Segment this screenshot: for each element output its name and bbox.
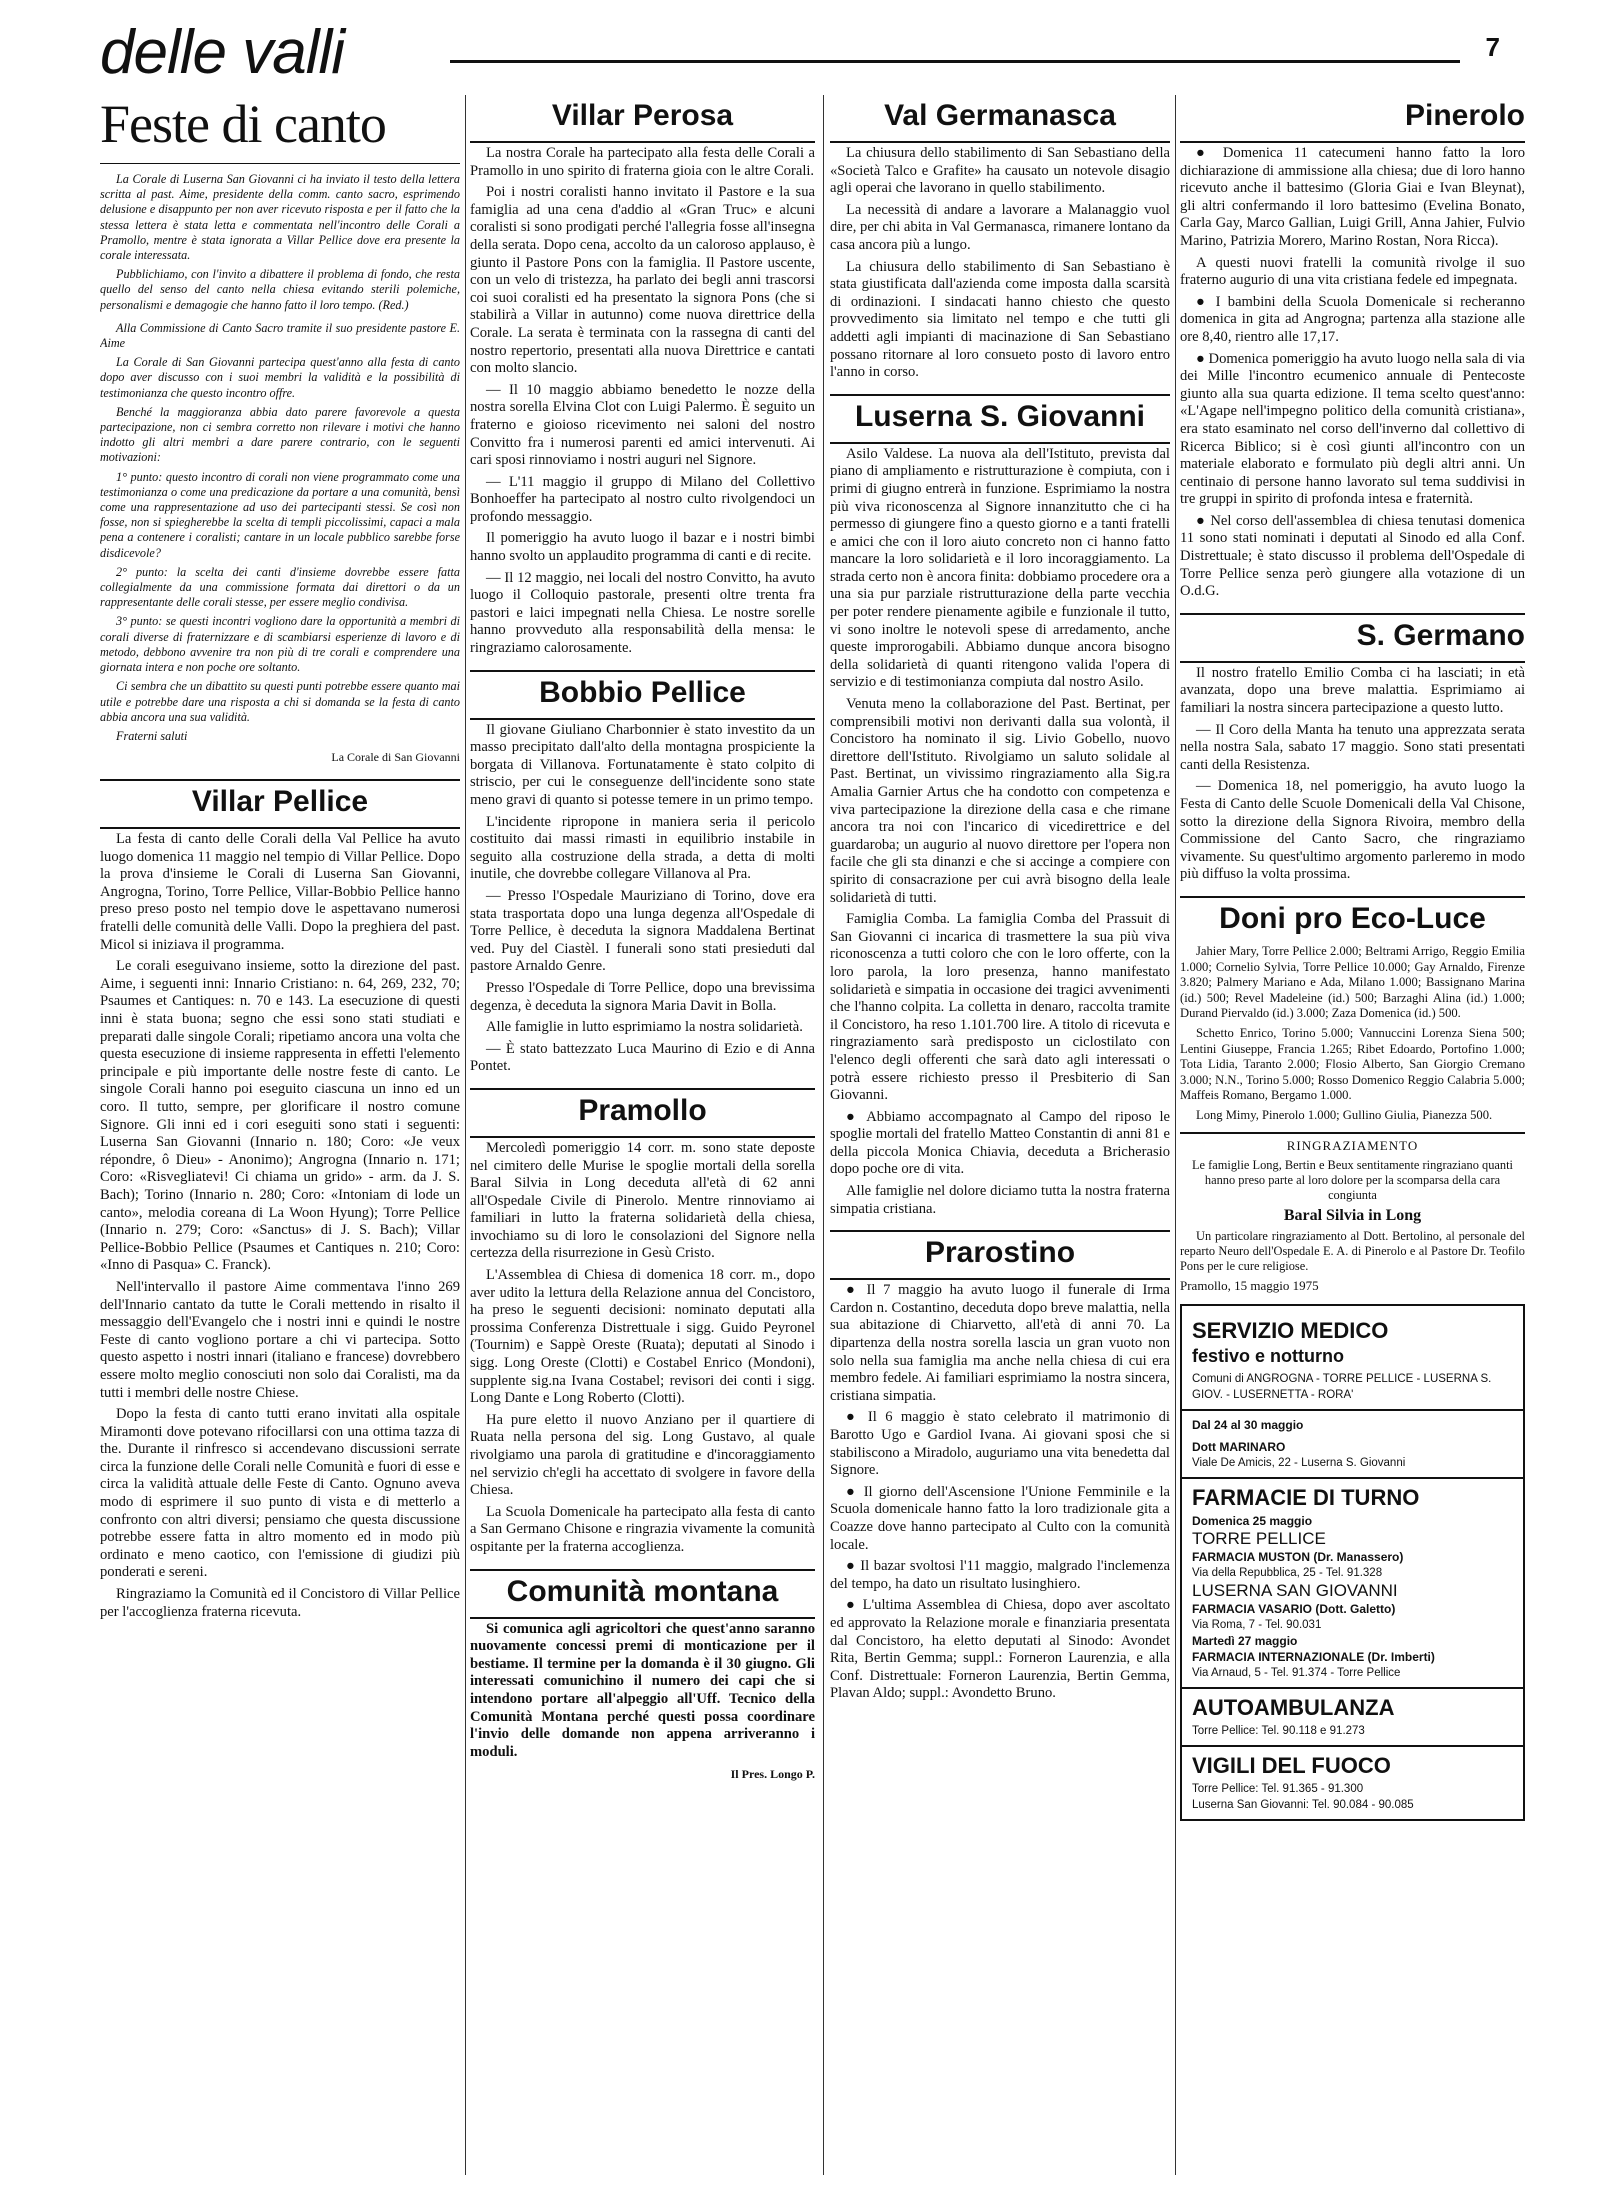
paragraph: La festa di canto delle Corali della Val Pellice ha avuto luogo domenica 11 maggio nel tempio di Villar Pellice. Dopo la prova d'insieme le Corali di Luserna San Giovanni, Angrogna, Torino, Torre Pellice, Villar-Bobbio Pellice hanno preso preso posto nel tempio dove le aspettavano numerosi fratelli delle comunità delle Valli. Dopo la preghiera del past. Micol si iniziava il programma. xyxy=(100,831,460,953)
paragraph: ● I bambini della Scuola Domenicale si recheranno domenica in gita ad Angrogna; partenza alla stazione alle ore 8,40, rientro alle 17,17. xyxy=(1180,293,1525,345)
paragraph: La necessità di andare a lavorare a Malanaggio vuol dire, per chi abita in Val Germanasca, rimanere lontano da casa ancora più a lungo. xyxy=(830,201,1170,253)
paragraph: — Il 10 maggio abbiamo benedetto le nozze della nostra sorella Elvina Clot con Luigi Palermo. È seguito un fraterno e gioioso ricevimento nei saloni del nostro Convitto fra i numerosi parenti ed amici intervenuti. Ai cari sposi rinnoviamo i nostri auguri nel Signore. xyxy=(470,381,815,469)
paragraph: Il pomeriggio ha avuto luogo il bazar e i nostri bimbi hanno svolto un applaudito programma di canti e di recite. xyxy=(470,530,815,565)
farmacia-2: FARMACIA VASARIO (Dott. Galetto) xyxy=(1192,1601,1396,1616)
paragraph: La Corale di Luserna San Giovanni ci ha inviato il testo della lettera scritta al past. Aime, presidente della comm. canto sacro, esprimendo delusione e disappunto per non aver ricevuto risposta e per il fatto che la stessa lettera è stata letta e commentata nell'incontro delle Corali a Pramollo, mentre è stata ignorata a Villar Pellice dove era presente la corale interessata. xyxy=(100,172,460,263)
paragraph: — Domenica 18, nel pomeriggio, ha avuto luogo la Festa di Canto delle Scuole Domenicali della Val Chisone, sotto la direzione della Signora Rivoira, membro della Commissione del Canto Sacro, che ringraziamo vivamente. Su quest'ultimo argomento parleremo in modo più diffuso la volta prossima. xyxy=(1180,778,1525,883)
divider xyxy=(1180,661,1525,663)
farmacie-town-1: TORRE PELLICE xyxy=(1192,1528,1326,1548)
divider xyxy=(830,442,1170,444)
paragraph: ● Abbiamo accompagnato al Campo del riposo le spoglie mortali del fratello Matteo Constantin di anni 81 e della piccola Monica Chiavia, deceduta a Bricherasio dopo poche ore di vita. xyxy=(830,1108,1170,1178)
column-2 xyxy=(470,95,815,2175)
paragraph: La chiusura dello stabilimento di San Sebastiano della «Società Talco e Grafite» ha causato un notevole disagio agli operai che lavorano in quello stabilimento. xyxy=(830,145,1170,197)
paragraph: La Corale di San Giovanni partecipa quest'anno alla festa di canto dopo aver discusso con i suoi membri la validità e la possibilità di testimonianza che questo incontro offre. xyxy=(100,355,460,400)
paragraph: Mercoledì pomeriggio 14 corr. m. sono state deposte nel cimitero delle Murise le spoglie mortali della sorella Baral Silvia in Long deceduta all'età di 62 anni all'Ospedale Civile di Pinerolo. Mentre rinnoviamo ai familiari in lutto la fraterna solidarietà della chiesa, invochiamo su di loro le consolazioni del Signore nella certezza della risurrezione in Gesù Cristo. xyxy=(470,1139,815,1262)
paragraph: Nell'intervallo il pastore Aime commentava l'inno 269 dell'Innario cantato da tutte le Corali mettendo in risalto il messaggio dell'Evangelo che i nostri inni e quindi le nostre Feste di canto vogliono portare a chi vi partecipa. Sotto questo aspetto i nostri innari (italiano e francese) dovrebbero essere molto meglio conosciuti non solo dai Coralisti, ma da tutti i membri delle nostre Chiese. xyxy=(100,1278,460,1401)
heading-doni-pro-eco-luce: Doni pro Eco-Luce xyxy=(1219,901,1486,935)
paragraph: Long Mimy, Pinerolo 1.000; Gullino Giulia, Pianezza 500. xyxy=(1196,1107,1493,1122)
headline-feste-di-canto: Feste di canto xyxy=(100,95,386,154)
heading-val-germanasca: Val Germanasca xyxy=(884,99,1116,132)
paragraph: Ringraziamo la Comunità ed il Concistoro di Villar Pellice per l'accoglienza fraterna ricevuta. xyxy=(100,1586,460,1620)
paragraph: La nostra Corale ha partecipato alla festa delle Corali a Pramollo in uno spirito di fraterna gioia con le altre Corali. xyxy=(470,145,815,179)
page-number: 7 xyxy=(1485,32,1500,62)
farmacie-town-2: LUSERNA SAN GIOVANNI xyxy=(1192,1580,1398,1600)
paragraph: Un particolare ringraziamento al Dott. Bertolino, al personale del reparto Neuro dell'Ospedale E. A. di Pinerolo e al Pastore Dr. Teofilo Pons per le cure religiose. xyxy=(1180,1228,1525,1273)
divider xyxy=(830,394,1170,396)
paragraph: Pubblichiamo, con l'invito a dibattere il problema di fondo, che resta quello del senso del canto nella chiesa evitando sterili polemiche, personalismi e demagogie che hanno fatto il loro tempo. (Red.) xyxy=(100,267,460,312)
farmacia-3: FARMACIA INTERNAZIONALE (Dr. Imberti) xyxy=(1192,1649,1435,1664)
ringraziamento-name: Baral Silvia in Long xyxy=(1283,1206,1422,1224)
column-1 xyxy=(100,95,460,2175)
paragraph: Poi i nostri coralisti hanno invitato il Pastore e la sua famiglia ad una cena d'addio al «Gran Truc» e alcuni coralisti si sono prodigati perché l'allegria fosse all'insegna della serata. Dopo cena, accolto da un caloroso applauso, è giunto il Pastore Pons con la famiglia. Il Pastore uscente, con un velo di tristezza, ha parlato dei begli anni trascorsi coi suoi coralisti ed ha presentato la signora Pons (che si stabilirà a Villar in autunno) come nuova direttrice della Corale. La serata è terminata con la rassegna di canti del nostro repertorio, presentati alla nuova Direttrice e cantati con molto slancio. xyxy=(470,184,815,377)
paragraph: Schetto Enrico, Torino 5.000; Vannuccini Lorenza Siena 500; Lentini Giuseppe, Francia 1.265; Ribet Edoardo, Portofino 1.000; Tota Lidia, Taranto 2.000; Flosio Alberto, San Giorgio Cremano 3.000; N.N., Torino 5.000; Rosso Domenico Reggio Calabria 5.000; Maffeis Romano, Bergamo 1.000. xyxy=(1180,1025,1525,1103)
heading-villar-pellice: Villar Pellice xyxy=(191,785,369,819)
divider xyxy=(830,1278,1170,1280)
paragraph: Il nostro fratello Emilio Comba ci ha lasciati; in età avanzata, dopo una breve malattia. Esprimiamo ai familiari la nostra sincera partecipazione a questo lutto. xyxy=(1180,664,1525,717)
paragraph: ● Nel corso dell'assemblea di chiesa tenutasi domenica 11 sono stati nominati i deputati al Sinodo ed alla Conf. Distrettuale; è stato discusso il problema dell'Ospedale di Torre Pellice senza però giungere alla votazione di un O.d.G. xyxy=(1180,512,1525,600)
divider xyxy=(470,1136,815,1138)
heading-comunita-montana: Comunità montana xyxy=(506,1574,779,1608)
vigili-phones-1: Torre Pellice: Tel. 91.365 - 91.300 xyxy=(1192,1782,1364,1795)
heading-villar-perosa: Villar Perosa xyxy=(551,99,734,132)
heading-s-germano: S. Germano xyxy=(1356,618,1525,652)
divider xyxy=(100,827,460,829)
prarostino-article xyxy=(830,1282,1170,1703)
letter-section xyxy=(100,321,460,744)
paragraph: 3° punto: se questi incontri vogliono dare la opportunità a membri di corali diverse di fraternizzare e di scambiarsi esperienze di lavoro e di metodo, debbono avvenire tra non più di tre corali e comprendere una giornata intera e non poche ore soltanto. xyxy=(100,614,460,675)
divider xyxy=(470,1088,815,1090)
paragraph: Alle famiglie in lutto esprimiamo la nostra solidarietà. xyxy=(486,1019,803,1036)
heading-pramollo: Pramollo xyxy=(578,1093,707,1127)
autoambulanza-heading: AUTOAMBULANZA xyxy=(1192,1694,1395,1720)
divider xyxy=(1180,141,1525,143)
column-4 xyxy=(1180,95,1525,2175)
val-germanasca-article xyxy=(830,145,1170,382)
paragraph: — Il Coro della Manta ha tenuto una apprezzata serata nella nostra Sala, sabato 17 maggio. Sono stati presentati canti della Resistenza. xyxy=(1180,721,1525,773)
divider xyxy=(1180,896,1525,898)
paragraph: Benché la maggioranza abbia dato parere favorevole a questa partecipazione, non ci sembra corretto non rilevare i motivi che hanno indotto gli altri membri a dare parere contrario, con le seguenti motivazioni: xyxy=(100,404,460,465)
paragraph: Alle famiglie nel dolore diciamo tutta la nostra fraterna simpatia cristiana. xyxy=(830,1183,1170,1217)
doni-list xyxy=(1180,944,1525,1124)
ringraziamento-heading: RINGRAZIAMENTO xyxy=(1286,1137,1419,1153)
paragraph: ● Il giorno dell'Ascensione l'Unione Femminile e la Scuola domenicale hanno fatto la loro tradizionale gita a Coazze dove hanno partecipato al Culto con la comunità locale. xyxy=(830,1483,1170,1553)
farmacia-1: FARMACIA MUSTON (Dr. Manassero) xyxy=(1192,1549,1404,1564)
divider xyxy=(1182,1687,1523,1689)
paragraph: L'Assemblea di Chiesa di domenica 18 corr. m., dopo aver udito la lettura della Relazione annua del Concistoro, ha preso le seguenti decisioni: nominato deputati alla prossima Conferenza Distrettuale i sigg. Guido Peyronel (Tournim) e Sappè Oreste (Ruata); deputati al Sinodo i sigg. Long Oreste (Clotti) e Costabel Enrico (Mondoni), supplente sig.na Ivana Costabel; revisori dei conti i sigg. Long Dante e Long Roberto (Clotti). xyxy=(470,1267,815,1407)
farmacie-heading: FARMACIE DI TURNO xyxy=(1192,1484,1420,1510)
column-3 xyxy=(830,95,1170,2175)
divider xyxy=(1180,613,1525,615)
divider xyxy=(1182,1745,1523,1747)
villar-pellice-article xyxy=(100,831,460,1621)
paragraph: Alla Commissione di Canto Sacro tramite il suo presidente pastore E. Aime xyxy=(100,320,460,351)
paragraph: Ha pure eletto il nuovo Anziano per il quartiere di Ruata nella persona del sig. Long Gustavo, al quale rivolgiamo una parola di gratitudine e d'incoraggiamento nel servizio ch'egli ha accettato di svolgere in favore della Chiesa. xyxy=(470,1411,815,1499)
ringraziamento-date: Pramollo, 15 maggio 1975 xyxy=(1180,1277,1319,1293)
servizio-doctor: Dott MARINARO xyxy=(1192,1439,1286,1454)
masthead xyxy=(100,18,1500,88)
divider xyxy=(100,779,460,781)
column-divider xyxy=(823,95,824,2175)
bobbio-pellice-article xyxy=(470,722,815,1076)
paragraph: — L'11 maggio il gruppo di Milano del Collettivo Bonhoeffer ha partecipato al nostro culto rivolgendoci un profondo messaggio. xyxy=(470,473,815,525)
paragraph: — Presso l'Ospedale Mauriziano di Torino, dove era stata trasportata dopo una lunga degenza all'Ospedale di Torre Pellice, è deceduta la signora Maddalena Bertinat ved. Puy del Ciastèl. I funerali sono stati presieduti dal pastore Arnaldo Genre. xyxy=(470,887,815,975)
divider xyxy=(100,163,460,164)
paragraph: ● Il bazar svoltosi l'11 maggio, malgrado l'inclemenza del tempo, ha dato un risultato lusinghiero. xyxy=(830,1558,1170,1592)
divider xyxy=(470,670,815,672)
paragraph: ● Il 7 maggio ha avuto luogo il funerale di Irma Cardon n. Costantino, deceduta dopo breve malattia, nella sua abitazione di Chiarvetto, all'età di anni 70. La dipartenza della nostra sorella lascia un gran vuoto non solo nella sua famiglia ma anche nella chiesa di cui era membro fedele. Ai familiari esprimiamo la nostra sincera, cristiana simpatia. xyxy=(830,1282,1170,1404)
paragraph: Fraterni saluti xyxy=(116,728,188,743)
paragraph: ● Domenica 11 catecumeni hanno fatto la loro dichiarazione di ammissione alla chiesa; due di loro hanno ricevuto anche il battesimo (Gloria Giai e Ivan Bleynat), gli altri confermando il loro battesimo (Evelina Bonato, Carla Gay, Marco Gallian, Luigi Grill, Anna Jahier, Fulvio Marino, Patrizia Morero, Marino Rostan, Nora Ricca). xyxy=(1180,145,1525,249)
farmacia-3-address: Via Arnaud, 5 - Tel. 91.374 - Torre Pellice xyxy=(1192,1666,1401,1679)
vigili-phones-2: Luserna San Giovanni: Tel. 90.084 - 90.085 xyxy=(1192,1798,1414,1811)
paragraph: — È stato battezzato Luca Maurino di Ezio e di Anna Pontet. xyxy=(470,1040,815,1075)
paragraph: Asilo Valdese. La nuova ala dell'Istituto, prevista dal piano di ampliamento e ristrutturazione è compiuta, con i primi di giugno entrerà in funzione. Esprimiamo la nostra più viva riconoscenza al Signore innanzitutto che ci ha permesso di giungere fino a questo giorno e a tanti fratelli e amici che con il loro aiuto concreto non ci hanno fatto mancare la loro solidarietà e il loro incoraggiamento. La strada certo non è ancora finita: dobbiamo procedere ora a una sia pur parziale ristrutturazione della parte vecchia per poter rendere pienamente agibile e funzionale il tutto, vi sono inoltre le notevoli spese di arredamento, anche queste improrogabili. Abbiamo dunque ancora bisogno della solidarietà di quanti ritengono valida l'opera di servizio e di testimonianza compiuta dal nostro Asilo. xyxy=(830,445,1170,691)
heading-pinerolo: Pinerolo xyxy=(1404,99,1525,132)
column-divider xyxy=(465,95,466,2175)
luserna-article xyxy=(830,446,1170,1219)
paragraph: Le corali eseguivano insieme, sotto la direzione del past. Aime, i seguenti inni: Innario Cristiano: n. 64, 269, 232, 70; Psaumes et Cantiques: n. 70 e 143. La esecuzione di questi inni è stata buona; segno che essi sono stati studiati e preparati dalle singole Corali; ripetiamo ancora una volta che questa esecuzione di insieme rappresenta in effetti l'elemento principale e più importante delle nostre feste di canto. Le singole Corali hanno poi eseguito ciascuna un inno ed un coro. Il tutto, sempre, per glorificare il nostro comune Signore. Gli inni ed i cori eseguiti sono stati i seguenti: Luserna San Giovanni (Innario n. 180; Coro: «Je veux répondre, ô Dieu» - Anonimo); Angrogna (Innario n. 171; Coro: «Risvegliatevi! Ci chiama un grido» - arm. da J. S. Bach); Torino (Innario n. 280; Coro: «Intoniam di lode un canto», melodia coreana di La Woon Hyung); Torre Pellice (Innario n. 279; Coro: «Sanctus» di J. S. Bach); Villar Pellice-Bobbio Pellice (Psaumes et Cantiques n. 210; Coro: «Inno di Pasqua» C. Franck). xyxy=(100,958,460,1274)
divider xyxy=(1180,1132,1525,1134)
intro-section xyxy=(100,172,460,313)
divider xyxy=(1182,1477,1523,1479)
servizio-medico-heading: SERVIZIO MEDICO xyxy=(1192,1317,1389,1343)
servizio-box xyxy=(1180,1304,1525,1821)
paragraph: 2° punto: la scelta dei canti d'insieme dovrebbe essere fatta collegialmente da una commissione formata dai direttori o da un rappresentante delle corali stesse, per essere meglio condivisa. xyxy=(100,564,460,610)
farmacie-date-2: Martedì 27 maggio xyxy=(1192,1633,1298,1648)
divider xyxy=(830,141,1170,143)
pramollo-article xyxy=(470,1140,815,1557)
farmacie-date-1: Domenica 25 maggio xyxy=(1192,1513,1313,1528)
divider xyxy=(830,1230,1170,1232)
column-divider xyxy=(1175,95,1176,2175)
pinerolo-article xyxy=(1180,145,1525,601)
paragraph: Jahier Mary, Torre Pellice 2.000; Beltrami Arrigo, Reggio Emilia 1.000; Cornelio Sylvia, Torre Pellice 10.000; Gay Arnaldo, Firenze 3.820; Palmery Mariano e Ada, Milano 1.000; Bassignano Marina (id.) 500; Revel Madeleine (id.) 500; Barzaghi Alina (id.) 1.000; Durand Piervaldo (id.) 3.000; Zaza Domenica (id.) 500. xyxy=(1180,943,1525,1021)
heading-bobbio-pellice: Bobbio Pellice xyxy=(539,675,746,709)
paragraph: 1° punto: questo incontro di corali non viene programmato come una testimonianza o come una predicazione da portare a una comunità, bensì come una rappresentazione ad uso dei partecipanti stessi. Se così non fosse, non si spiegherebbe la scelta di templi piccolissimi, capaci a mala pena a contenere i coralisti; cantare in un locale pubblico sarebbe forse disdicevole? xyxy=(100,469,460,560)
paragraph: — Il 12 maggio, nei locali del nostro Convitto, ha avuto luogo il Colloquio pastorale, presenti oltre trenta fra pastori e laici impegnati nella Chiesa. Le nostre sorelle hanno provveduto alla responsabilità della mensa: le ringraziamo calorosamente. xyxy=(470,569,815,657)
servizio-dates: Dal 24 al 30 maggio xyxy=(1192,1417,1304,1432)
autoambulanza-phones: Torre Pellice: Tel. 90.118 e 91.273 xyxy=(1192,1724,1365,1737)
paragraph: L'incidente ripropone in maniera seria il pericolo costituito dai massi rimasti in equilibrio instabile in seguito alla costruzione della strada, a detta di molti inutile, che dovrebbe collegare Villanova al Pra. xyxy=(470,813,815,883)
farmacia-2-address: Via Roma, 7 - Tel. 90.031 xyxy=(1192,1618,1322,1631)
paragraph: Le famiglie Long, Bertin e Beux sentitamente ringraziano quanti hanno preso parte al loro dolore per la scomparsa della cara congiunta xyxy=(1191,1157,1514,1202)
comunita-montana-article xyxy=(470,1621,815,1783)
vigili-heading: VIGILI DEL FUOCO xyxy=(1192,1752,1391,1778)
servizio-doctor-address: Viale De Amicis, 22 - Luserna S. Giovanni xyxy=(1192,1456,1406,1469)
paragraph: La Scuola Domenicale ha partecipato alla festa di canto a San Germano Chisone e ringrazia vivamente la comunità ospitante per la fraterna accoglienza. xyxy=(470,1503,815,1555)
paragraph: Si comunica agli agricoltori che quest'anno saranno nuovamente concessi premi di monticazione per il bestiame. Il termine per la domanda è il 30 giugno. Gli interessati comunichino il numero dei capi che si intendono portare all'alpeggio all'Uff. Tecnico della Comunità Montana perché questi possa coordinare l'invio delle domande non appena arriveranno i moduli. xyxy=(470,1620,815,1760)
divider xyxy=(470,718,815,720)
letter-signature: La Corale di San Giovanni xyxy=(331,750,460,765)
farmacia-1-address: Via della Repubblica, 25 - Tel. 91.328 xyxy=(1192,1566,1383,1579)
paragraph: Venuta meno la collaborazione del Past. Bertinat, per comprensibili motivi non derivanti dalla sua volontà, il Concistoro ha nominato il sig. Livio Gobello, nuovo direttore dell'Istituto. Rivolgiamo un saluto solidale al Past. Bertinat, un vivissimo ringraziamento alla Sig.ra Amalia Garnier Artus che ha condotto con competenza e viva partecipazione la direzione della casa e che rimane ancora tra noi con l'incarico di vicedirettrice e del guardaroba; un augurio al nuovo direttore per l'opera non facile che gli sta dinanzi e che si accinge a compiere con spirito di consacrazione per cui avrà bisogno della leale solidarietà di tutti. xyxy=(830,696,1170,906)
divider xyxy=(1182,1409,1523,1411)
heading-prarostino: Prarostino xyxy=(924,1236,1076,1270)
paragraph: Ci sembra che un dibattito su questi punti potrebbe essere quanto mai utile e potrebbe dare una risposta a chi si domanda se la festa di canto abbia ancora una sua validità. xyxy=(100,679,460,724)
divider xyxy=(470,141,815,143)
divider xyxy=(470,1569,815,1571)
paragraph: Famiglia Comba. La famiglia Comba del Prassuit di San Giovanni ci incarica di trasmettere la sua più viva riconoscenza a tutti coloro che con le loro offerte, con la loro parola, la loro presenza, hanno manifestato solidarietà e simpatia in occasione dei tragici avvenimenti che l'hanno colpita. La colletta in denaro, raccolta tramite il Concistoro, ha reso 1.101.700 lire. A titolo di ricevuta e ringraziamento sarà predisposto un ciclostilato con l'elenco degli offerenti che sarà dato agli interessati o potrà essere richiesto presso il Presbiterio di San Giovanni. xyxy=(830,911,1170,1104)
servizio-area: Comuni di ANGROGNA - TORRE PELLICE - LUSERNA S. GIOV. - LUSERNETTA - RORA' xyxy=(1192,1372,1492,1401)
paragraph: ● L'ultima Assemblea di Chiesa, dopo aver ascoltato ed approvato la Relazione morale e finanziaria presentata dal Concistoro, ha eletto deputati al Sinodo: Avondet Rita, Bertin Gemma; suppl.: Forneron Laurenzia, e alla Conf. Distrettuale: Forneron Laurenzia, Bertin Gemma, Plavan Aldo; suppl.: Avondetto Bruno. xyxy=(830,1597,1170,1702)
s-germano-article xyxy=(1180,665,1525,884)
paragraph: Presso l'Ospedale di Torre Pellice, dopo una brevissima degenza, è deceduta la signora Maria Davit in Bolla. xyxy=(470,979,815,1014)
paragraph: Il giovane Giuliano Charbonnier è stato investito da un masso precipitato dall'alto della montagna prospiciente la borgata di Villanova. Fortunatamente è stato colpito di striscio, per cui le conseguenze dell'incidente sono state meno gravi di quanto si potesse temere in un primo tempo. xyxy=(470,721,815,808)
masthead-title: delle valli xyxy=(100,18,345,87)
paragraph: Dopo la festa di canto tutti erano invitati alla ospitale Miramonti dove potevano rifocillarsi con una ottima tazza di the. Durante il rinfresco si accendevano discussioni serrate circa la funzione delle Corali nelle Comunità e fuori di esse e circa la validità attuale delle Feste di Canto. Ognuno aveva modo di esprimere il suo punto di vista e di metterlo a confronto con altri diversi; pensiamo che questa discussione potrebbe essere fatta in altro momento ed in modo più ordinato e meno caotico, con l'emissione di giudizi più ponderati e sereni. xyxy=(100,1406,460,1581)
divider xyxy=(470,1617,815,1619)
paragraph: A questi nuovi fratelli la comunità rivolge il suo fraterno augurio di una vita cristiana fedele ed impegnata. xyxy=(1180,254,1525,289)
article-signature: Il Pres. Longo P. xyxy=(730,1767,815,1782)
heading-luserna-s-giovanni: Luserna S. Giovanni xyxy=(854,399,1146,433)
paragraph: La chiusura dello stabilimento di San Sebastiano è stata giustificata dall'azienda come imposta dalla scarsità di ordinazioni. I sindacati hanno chiesto che questo provvedimento sia limitato nel tempo e che tutti gli addetti agli impianti di macinazione di San Sebastiano possano ritornare al loro consueto posto di lavoro entro l'anno in corso. xyxy=(830,258,1170,381)
paragraph: ● Il 6 maggio è stato celebrato il matrimonio di Barotto Ugo e Gardiol Ivana. Ai giovani sposi che si stabiliscono a Miradolo, auguriamo una vita benedetta dal Signore. xyxy=(830,1409,1170,1479)
masthead-rule xyxy=(450,60,1460,63)
paragraph: ● Domenica pomeriggio ha avuto luogo nella sala di via dei Mille l'incontro ecumenico annuale di Pentecoste giunto alla sua quarta edizione. Il tema scelto quest'anno: «L'Agape nell'impegno politico della comunità cristiana», era stato esaminato nel corso dell'inverno dal collettivo di Ricerca Biblico; si è così giunti all'incontro con un materiale elaborato e formulato più degli altri anni. Un centinaio di persone hanno lavorato sul tema suddivisi in tre gruppi in spirito di profonda intesa e fraternità. xyxy=(1180,350,1525,508)
villar-perosa-article xyxy=(470,145,815,658)
servizio-subheading: festivo e notturno xyxy=(1192,1345,1344,1366)
